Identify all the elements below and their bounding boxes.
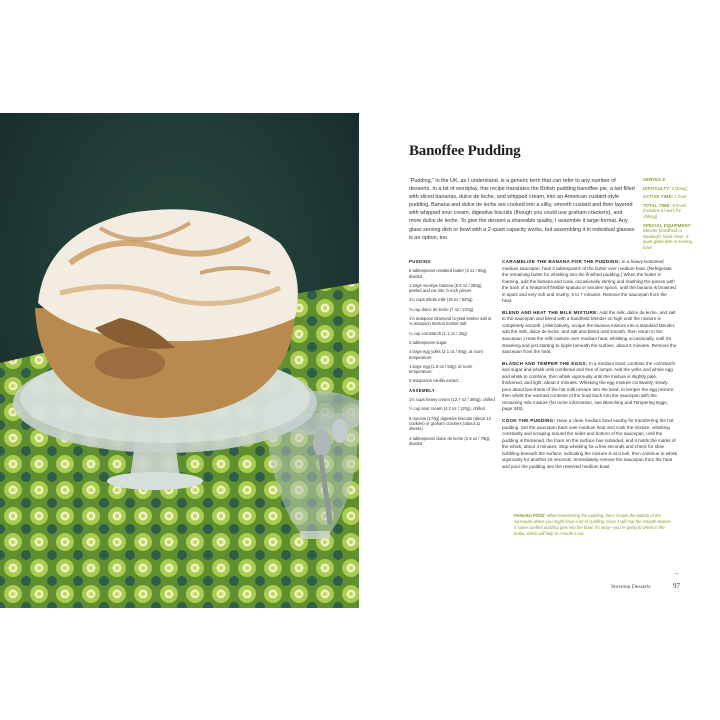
recipe-title: Banoffee Pudding <box>409 143 521 159</box>
potential-pitfall-note: Potential Pitfall: When transferring the pudding, don’t scrape the bottom of the saucepan where you might have a bit of curdling, since it will mar the smooth texture. If some curdled pudding gets into the bowl, it’s okay—you’re going to whisk in the butter, which will help to smooth it out. <box>514 513 672 536</box>
ingredient-item: ¾ cup dulce de leche (7 oz / 210g) <box>409 306 474 312</box>
info-serves: SERVES 8 <box>643 177 666 182</box>
recipe-intro: “Pudding,” in the UK, as I understand, is a generic term that can refer to any number of desserts. In a bit of wordplay, this recipe translates the British pudding banoffee pie, a tart filled with sliced bananas, dulce de leche, and whipped cream, into an American custard-style pudding. Banana and dulce de leche are cooked into a silky, smooth custard and then layered with whipped sour cream, digestive biscuits (though you could use graham crackers), and more dulce de leche. To give the dessert a shareable quality, I assemble it large-format. Any glass serving dish or bowl with a 2-quart capacity works, but assembling it in individual glasses is an option, too. <box>409 178 635 241</box>
recipe-photo <box>0 113 359 608</box>
info-active-time: ACTIVE TIME: 1 hour <box>643 194 687 200</box>
ingredient-item: 1½ cups heavy cream (12.7 oz / 360g), chilled <box>409 397 495 403</box>
method-step: COOK THE PUDDING: Have a clean medium bowl nearby for transferring the hot pudding. Set the saucepan back over medium heat and cook the mixture, whisking constantly and scraping around the sides and bottom of the saucepan, until the pudding is thickened, the foam on the surface has subsided, and it holds the marks of the whisk, about 4 minutes. Stop whisking for a few seconds and check for slow bubbling beneath the surface, indicating the mixture is at a boil, then continue to whisk vigorously for another 15 seconds. Immediately remove the saucepan from the heat and pour the pudding into the reserved medium bowl. <box>502 418 678 469</box>
ingredient-item: 2¼ cups whole milk (19 oz / 540g) <box>409 297 473 303</box>
ingredient-item: 2 tablespoons sugar <box>409 339 447 345</box>
method-step: CARAMELIZE THE BANANA FOR THE PUDDING: In a heavy-bottomed medium saucepan, heat 2 tablespoons of the butter over medium heat. (Refrigerate the remaining butter for whisking into the finished pudding.) When the butter is foaming, add the banana and cook, occasionally stirring and mashing the pieces with the back of a heatproof flexible spatula or wooden spoon, until the banana is browned in spots and very soft and mushy, 5 to 7 minutes. Remove the saucepan from the heat. <box>502 259 676 304</box>
ingredient-item: ½ cup sour cream (4.2 oz / 120g), chilled <box>409 406 485 412</box>
method-step: BLEND AND HEAT THE MILK MIXTURE: Add the milk, dulce de leche, and salt to the saucepan and blend with a handheld blender on high until the mixture is completely smooth. (Alternatively, scrape the banana mixture into a standard blender, add the milk, dulce de leche, and salt and blend until smooth, then return to the saucepan.) Heat the milk mixture over medium heat, whisking occasionally, until it’s steaming and just starting to ripple beneath the surface, about 5 minutes. Remove the saucepan from the heat. <box>502 309 677 355</box>
method-step: BLANCH AND TEMPER THE EGGS: In a medium bowl, combine the cornstarch and sugar and whisk until combined and free of lumps. Add the yolks and whole egg and whisk to combine, then whisk vigorously until the mixture is slightly pale, thickened, and light, about 2 minutes. Whisking the egg mixture constantly, slowly pour about two-thirds of the hot milk mixture into the bowl, to temper the egg mixture, then whisk the warmed contents of the bowl back into the saucepan with the remaining milk mixture (for more information, see Blanching and Tempering Eggs, page 348). <box>502 360 676 412</box>
method-steps <box>502 259 678 475</box>
info-total-time: TOTAL TIME: 9 hours (includes 8 hours for chilling) <box>643 202 687 219</box>
ingredients-heading-pudding: PUDDING <box>409 259 432 264</box>
ingredient-item: 1 large egg (1.8 oz / 50g), at room temperature <box>409 363 473 375</box>
ingredient-item: 4 large egg yolks (2.1 oz / 60g), at room temperature <box>409 349 484 360</box>
ingredient-item: 6 tablespoons unsalted butter (3 oz / 85g), divided <box>409 268 488 279</box>
ingredient-item: 2 teaspoons vanilla extract <box>409 378 459 384</box>
ingredient-item: 4 tablespoons dulce de leche (2.8 oz / 79g), divided <box>409 435 491 446</box>
ingredient-item: ¼ cup cornstarch (1.1 oz / 32g) <box>409 330 467 336</box>
page-number: 97 <box>673 582 680 590</box>
continued-arrow-icon: → <box>672 568 680 577</box>
info-special-equipment: SPECIAL EQUIPMENT: Blender (handheld or standard), hand mixer, 2-quart glass dish or serving bowl <box>643 222 692 250</box>
ingredients-list <box>409 259 495 450</box>
footer-section-title: Stovetop Desserts <box>611 584 651 590</box>
ingredient-item: 1½ teaspoon Diamond Crystal kosher salt or ¾ teaspoon Morton kosher salt <box>409 316 492 327</box>
ingredient-item: 1 large overripe banana (8.8 oz / 250g), peeled and cut into ½-inch pieces <box>409 282 483 294</box>
ingredient-item: 6 ounces (170g) digestive biscuits (about 12 cookies) or graham crackers (about 11 sheets) <box>409 415 491 432</box>
ingredients-heading-assembly: ASSEMBLY <box>409 387 436 393</box>
recipe-info-sidebar <box>643 177 695 254</box>
info-difficulty: DIFFICULTY: 2 (Easy) <box>643 185 688 191</box>
